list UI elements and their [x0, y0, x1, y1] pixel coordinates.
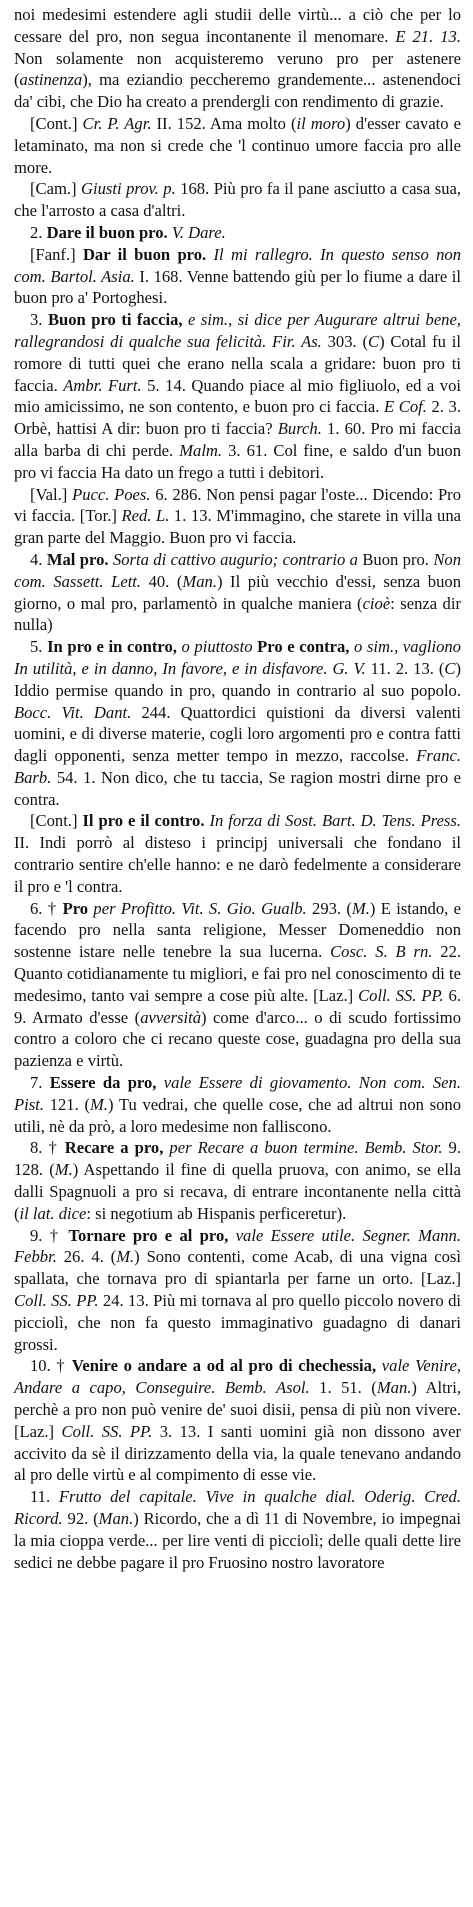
italic-text: In forza di Sost. Bart. D. Tens. Press.: [209, 811, 462, 831]
headword-phrase: Pro: [62, 898, 89, 918]
italic-text: Malm.: [179, 440, 223, 460]
text-run: 26. 4. (: [56, 1247, 117, 1267]
italic-text: Burch.: [277, 419, 322, 439]
entry-paragraph: [14, 1137, 461, 1224]
entry-paragraph: [14, 636, 461, 810]
italic-text: astinenza: [19, 70, 83, 90]
dictionary-entry-text: [14, 4, 461, 1573]
italic-text: Sorta di cattivo augurio; contrario a: [112, 549, 358, 569]
text-run: [Fanf.]: [30, 244, 83, 264]
entry-paragraph: [14, 1072, 461, 1137]
italic-text: vale Venire, Andare a capo, Conseguire. Bemb. Asol.: [14, 1356, 462, 1398]
entry-paragraph: [14, 1355, 461, 1486]
italic-text: Man.: [182, 571, 217, 591]
headword-phrase: Pro e contra,: [257, 637, 350, 657]
headword-phrase: Il pro e il contro.: [82, 811, 205, 831]
text-run: 9. 128. (: [14, 1138, 461, 1180]
italic-text: Giusti prov. p.: [81, 179, 176, 199]
text-run: ), ma eziandio peccheremo grandemente... astenendoci da' cibi, che Dio ha creato a prendergli con rendimento di grazie.: [14, 70, 461, 112]
text-run: [Val.]: [30, 484, 73, 504]
text-run: ) Altri, perchè a pro non può venire de' suoi disii, pensa di più non vivere. [Laz.]: [14, 1378, 462, 1441]
text-run: 5. 14. Quando piace al mio figliuolo, ed a voi mio amicissimo, ne son contento, e buon pro ci faccia.: [14, 375, 461, 417]
italic-text: M.: [54, 1160, 73, 1180]
text-run: ) Ricordo, che a dì 11 di Novembre, io impegnai la mia cioppa verde... per lire venti di picciolì; delle quali dette lire sedici ne debbe pagare il pro Fruosino nostro lavoratore: [14, 1508, 461, 1572]
entry-paragraph: [14, 309, 461, 483]
italic-text: Coll. SS. PP.: [61, 1421, 153, 1441]
headword-phrase: Dar il buon pro.: [82, 244, 207, 264]
italic-text: Il mi rallegro. In questo senso non com. Bartol. Asia.: [14, 244, 461, 286]
text-run: 121. (: [43, 1094, 90, 1114]
italic-text: vale Essere utile. Segner. Mann. Febbr.: [14, 1225, 461, 1267]
entry-paragraph: [14, 898, 461, 1072]
text-run: noi medesimi estendere agli studii delle virtù... a ciò che per lo cessare del pro, non segua incontanente il menomare.: [14, 5, 461, 46]
italic-text: V. Dare.: [171, 222, 226, 242]
text-run: 24. 13. Più mi tornava al pro quello piccolo novero di picciolì, che non fa questo immaginativo guadagno di danari grossi.: [14, 1291, 461, 1354]
text-run: 2. 3. Orbè, hattisi A dir: buon pro ti faccia?: [14, 397, 461, 439]
text-run: II. Indi porrò al disteso i principj universali che fondano il contrario sentire ch'elle hanno: e ne darò fedelmente a considerare il pro e 'l contra.: [14, 833, 461, 896]
text-run: 5.: [30, 637, 48, 657]
text-run: ) d'esser cavato e letaminato, ma non si crede che 'l continuo umore faccia pro alle more.: [14, 113, 461, 177]
text-run: 1. 51. (: [309, 1378, 377, 1398]
entry-paragraph: [14, 178, 461, 222]
headword-phrase: Dare il buon pro.: [46, 222, 168, 242]
text-run: ) Iddio permise quando in pro, quando in contrario al suo popolo.: [14, 658, 461, 700]
text-run: 9. †: [30, 1225, 69, 1245]
italic-text: e sim., si dice per Augurare altrui bene, rallegrandosi di qualche sua felicità. Fir. As.: [14, 310, 461, 351]
text-run: 293. (: [306, 898, 352, 918]
entry-paragraph: [14, 4, 461, 113]
italic-text: vale Essere di giovamento. Non com. Sen. Pist.: [14, 1073, 461, 1114]
text-run: : senza dir nulla): [14, 593, 461, 635]
text-run: 303. (: [321, 331, 368, 351]
italic-text: M.: [116, 1247, 135, 1267]
text-run: Buon pro.: [357, 549, 434, 569]
italic-text: Ambr. Furt.: [63, 375, 142, 395]
italic-text: per Profitto. Vit. S. Gio. Gualb.: [93, 898, 307, 918]
headword-phrase: Recare a pro,: [64, 1138, 164, 1158]
text-run: ) Tu vedrai, che quelle cose, che ad altrui non sono utili, nè da prò, a loro medesime non falliscono.: [14, 1094, 461, 1136]
italic-text: Pucc. Poes.: [72, 484, 151, 504]
italic-text: o piuttosto: [181, 637, 253, 657]
text-run: ) come d'arco... o di scudo fortissimo contro a coloro che ci recano queste cose, guadagna pro della sua pazienza e virtù.: [14, 1007, 461, 1071]
italic-text: C: [367, 331, 380, 351]
text-run: 6. †: [30, 898, 63, 918]
text-run: I. 168. Venne battendo giù per lo fiume a dare il buon pro a' Portoghesi.: [14, 266, 462, 308]
text-run: II. 152. Ama molto (: [151, 113, 297, 133]
text-run: 4.: [30, 549, 47, 569]
italic-text: per Recare a buon termine. Bemb. Stor.: [169, 1138, 443, 1158]
italic-text: Cosc. S. B rn.: [330, 942, 433, 962]
entry-paragraph: [14, 484, 461, 549]
text-run: [206, 245, 213, 264]
italic-text: Man.: [98, 1508, 134, 1528]
italic-text: Cr. P. Agr.: [82, 113, 152, 133]
text-run: [Cam.]: [30, 179, 82, 199]
text-run: 11.: [30, 1487, 59, 1507]
text-run: 8. †: [30, 1138, 65, 1158]
italic-text: Frutto del capitale. Vive in qualche dial. Oderig. Cred. Ricord.: [14, 1487, 461, 1528]
text-run: ) Aspettando il fine di quella pruova, con animo, se ella dalli Spagnuoli a pro si recava, di entrare incontanente nella città (: [14, 1160, 461, 1223]
text-run: 1. 13. M'immagino, che starete in villa una gran parte del Maggio. Buon pro vi faccia.: [14, 506, 461, 548]
text-run: ) Il più vecchio d'essi, senza buon giorno, o mal pro, parlamentò in qualche maniera (: [14, 571, 461, 613]
italic-text: avversità: [140, 1007, 202, 1027]
text-run: 10. †: [30, 1356, 72, 1376]
italic-text: Bocc. Vit. Dant.: [14, 702, 132, 722]
text-run: 168. Più pro fa il pane asciutto a casa sua, che l'arrosto a casa d'altri.: [14, 179, 462, 221]
entry-paragraph: [14, 1225, 461, 1356]
headword-phrase: Essere da pro,: [49, 1073, 157, 1093]
italic-text: cioè: [362, 593, 391, 613]
text-run: 6. 9. Armato d'esse (: [14, 985, 462, 1027]
text-run: 7.: [30, 1073, 50, 1093]
entry-paragraph: [14, 1486, 461, 1573]
entry-paragraph: [14, 549, 461, 636]
text-run: 40. (: [141, 571, 183, 591]
entry-paragraph: [14, 222, 461, 244]
headword-phrase: Buon pro ti faccia,: [47, 310, 183, 330]
text-run: 6. 286. Non pensi pagar l'oste... Dicendo: Pro vi faccia. [Tor.]: [14, 484, 461, 526]
text-run: [Cont.]: [30, 113, 83, 133]
text-run: [Cont.]: [30, 811, 83, 831]
headword-phrase: In pro e in contro,: [47, 637, 177, 657]
italic-text: M.: [351, 898, 370, 918]
entry-paragraph: [14, 113, 461, 178]
text-run: 3.: [30, 310, 48, 330]
italic-text: o sim., vagliono In utilità, e in danno, In favore, e in disfavore. G. V.: [14, 637, 461, 678]
text-run: 92. (: [62, 1508, 99, 1528]
text-run: 3. 13. I santi uomini già non dissono aver accivito da sè il dirizzamento della via, la quale tenevano andando al pro delle virtù e al compimento di esse vie.: [14, 1421, 461, 1485]
italic-text: Man.: [376, 1378, 412, 1398]
italic-text: M.: [89, 1094, 108, 1114]
text-run: 244. Quattordici quistioni da diversi valenti uomini, e di diverse materie, cogli loro argomenti pro e contra fatti dagli opponenti, senza metter tempo in mezzo, raccolse.: [14, 702, 462, 766]
headword-phrase: Mal pro.: [46, 549, 109, 569]
text-run: 2.: [30, 222, 47, 242]
italic-text: Coll. SS. PP.: [14, 1291, 99, 1311]
italic-text: C: [444, 658, 456, 678]
text-run: ) E istando, e facendo pro nella santa religione, Messer Domeneddio non sostenne istare nelle tenebre la sua lucerna.: [14, 898, 461, 962]
text-run: : si negotium ab Hispanis perficeretur).: [86, 1203, 347, 1223]
entry-paragraph: [14, 244, 461, 309]
text-run: [228, 1226, 235, 1245]
italic-text: il moro: [296, 113, 346, 133]
italic-text: il lat. dice: [19, 1203, 87, 1223]
italic-text: Red. L.: [121, 506, 170, 526]
headword-phrase: Venire o andare a od al pro di chechessia,: [71, 1356, 377, 1376]
text-run: Non solamente non acquisteremo veruno pro per astenere (: [14, 48, 461, 90]
italic-text: Non com. Sassett. Lett.: [14, 549, 462, 591]
text-run: 1. 60. Pro mi faccia alla barba di chi perde.: [14, 419, 461, 460]
italic-text: E Cof.: [384, 397, 427, 417]
italic-text: Coll. SS. PP.: [358, 985, 444, 1005]
text-run: ) Sono contenti, come Acab, di una vigna così spallata, che tornava pro di spiantarla per farne un orto. [Laz.]: [14, 1247, 461, 1289]
italic-text: E 21. 13.: [395, 26, 461, 46]
text-run: 11. 2. 13. (: [365, 658, 445, 678]
text-run: [156, 1073, 163, 1092]
entry-paragraph: [14, 810, 461, 897]
text-run: ) Cotal fu il romore di tutti quei che erano nella scala a gridare: buon pro ti faccia.: [14, 331, 461, 395]
italic-text: Franc. Barb.: [14, 746, 461, 787]
text-run: 22. Quanto cotidianamente tu migliori, e fai pro nel conoscimento di te medesimo, tanto vai sempre a cose più alte. [Laz.]: [14, 942, 462, 1005]
text-run: 3. 61. Col fine, e saldo d'un buon pro vi faccia Ha dato un frego a tutti i debitori.: [14, 440, 461, 482]
headword-phrase: Tornare pro e al pro,: [68, 1225, 229, 1245]
text-run: 54. 1. Non dico, che tu taccia, Se ragion mostri dirne pro e contra.: [14, 767, 461, 809]
